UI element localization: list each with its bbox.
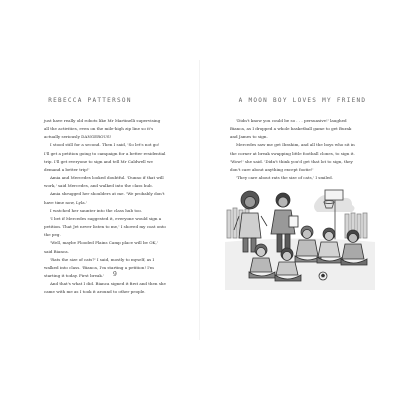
- paragraph: Amia shrugged her shoulders at me. 'We probably don't have time now, Lyla.': [44, 191, 165, 205]
- paragraph: 'Rats the size of cats?' I said, mostly to myself, as I walked into class. 'Bianca, I'm starting a petition! I'm starting it today. First break.': [44, 256, 155, 278]
- paragraph: 'Didn't know you could be so . . . persuasive!' laughed Bianca, as I dropped a whole basketball game to get Burak and James to sign.: [230, 118, 352, 140]
- page-number: 9: [113, 271, 117, 278]
- right-page: [200, 0, 400, 400]
- paragraph: And that's what I did. Bianca signed it first and then she came with me as I took it around to other people.: [44, 281, 166, 295]
- running-head-left: REBECCA PATTERSON: [48, 97, 132, 104]
- paragraph: I watched her saunter into the class hub too.: [50, 207, 143, 213]
- right-body-text: [230, 117, 356, 182]
- clipboard-icon: [289, 216, 298, 227]
- paragraph: just have really old robots like Mr Martinelli supervising all the activities, even on the mile-high zip line so it's actually seriously DANGEROUS!: [44, 118, 161, 140]
- paragraph: 'I bet if Mercedes suggested it, everyone would sign a petition. That Jet never listen to me,' I shoved my coat onto the peg.: [44, 215, 166, 238]
- paragraph: Mercedes saw me get Ibrahim, and all the boys who sit in the corner at break swapping little football clones, to sign it. 'Wow!' she said. 'Didn't think you'd get that lot to sign, they don't care about anything except footie!': [230, 142, 355, 172]
- paragraph: 'They care about rats the size of cats,' I smiled.: [236, 175, 334, 181]
- paragraph: Amia and Mercedes looked doubtful. 'Dunno if that will work,' said Mercedes, and walked into the class hub.: [44, 175, 164, 189]
- running-head-right: A MOON BOY LOVES MY FRIEND: [238, 97, 367, 104]
- left-body-text: [44, 117, 166, 296]
- paragraph: I stood still for a second. Then I said, 'So let's not go! I'll get a petition going to campaign for a better residential trip. I'll get everyone to sign and tell Mr Caldwell we demand a better trip!': [44, 142, 166, 172]
- paragraph: 'Well, maybe Flooded Plains Camp place will be OK,' said Bianca.: [44, 240, 158, 254]
- illustration-children-signing-petition: [225, 180, 375, 290]
